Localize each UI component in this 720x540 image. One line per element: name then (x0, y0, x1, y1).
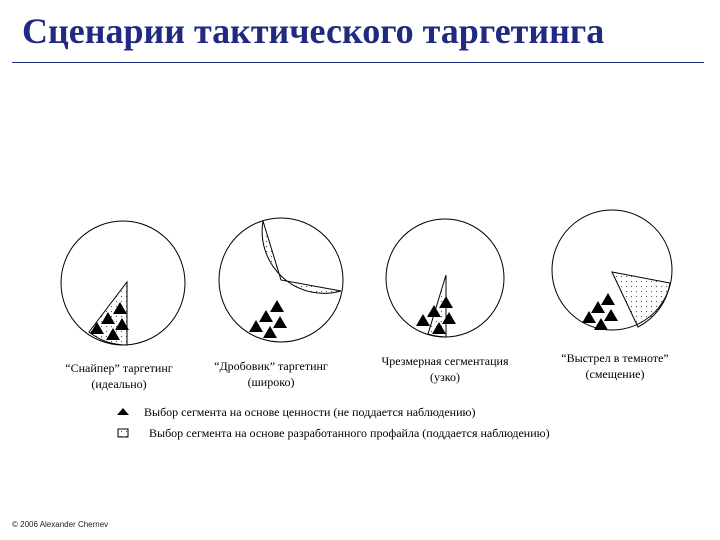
dotted-square-icon (118, 429, 128, 437)
caption-shot-in-dark-note: (смещение) (585, 367, 645, 381)
triangle-icon (117, 408, 129, 415)
caption-sniper (34, 360, 204, 392)
caption-sniper-note: (идеально) (91, 377, 147, 391)
caption-oversegmentation-title: Чрезмерная сегментация (381, 354, 509, 368)
caption-shotgun-title: “Дробовик” таргетинг (214, 359, 328, 373)
caption-sniper-title: “Снайпер” таргетинг (65, 361, 173, 375)
scenario-shot-in-dark-pie (552, 210, 672, 330)
scenario-shotgun-pie (219, 218, 343, 342)
caption-oversegmentation (360, 353, 530, 385)
caption-shotgun-note: (широко) (247, 375, 295, 389)
scenario-sniper-pie (61, 221, 185, 345)
caption-shot-in-dark-title: “Выстрел в темноте” (561, 351, 669, 365)
legend-dotted-text: Выбор сегмента на основе разработанного профайла (поддается наблюдению) (149, 426, 550, 440)
slide-title: Сценарии тактического таргетинга (22, 11, 605, 51)
caption-shot-in-dark (530, 350, 700, 382)
caption-shotgun (186, 358, 356, 390)
caption-oversegmentation-note: (узко) (430, 370, 460, 384)
legend-triangle-text: Выбор сегмента на основе ценности (не поддается наблюдению) (144, 405, 476, 419)
copyright-notice: © 2006 Alexander Chernev (12, 520, 109, 529)
scenario-oversegmentation-pie (386, 219, 504, 337)
